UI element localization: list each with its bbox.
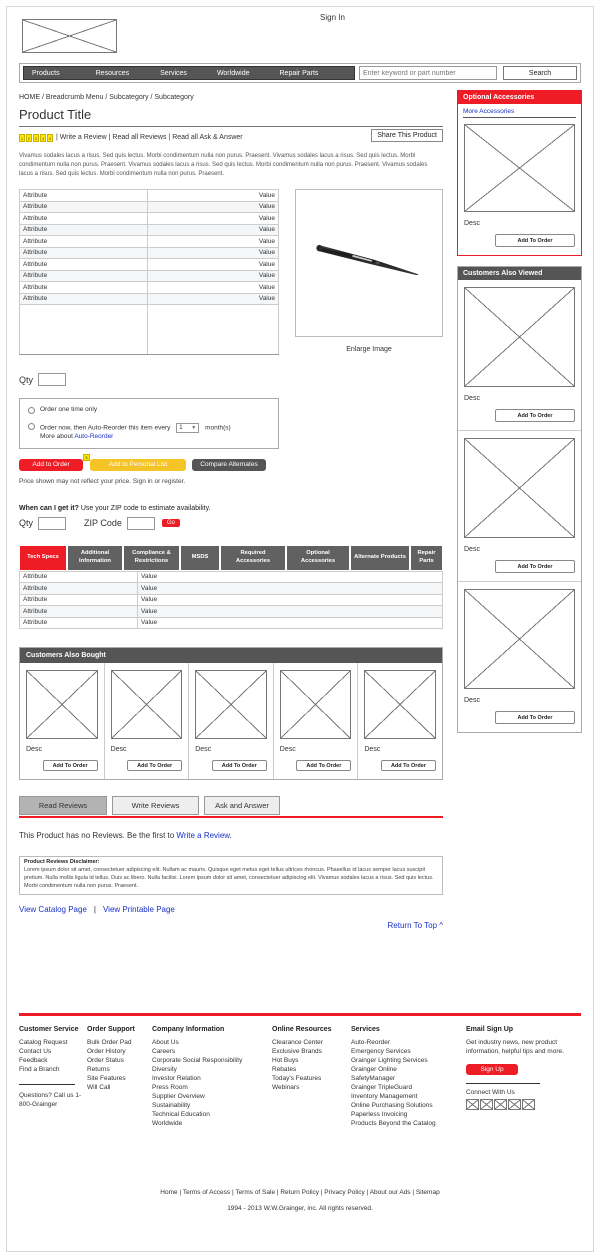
attribute-key: Attribute xyxy=(20,190,148,202)
return-to-top-link[interactable]: Return To Top ^ xyxy=(387,921,443,930)
customers-also-bought-list xyxy=(20,663,442,779)
view-catalog-page-link[interactable]: View Catalog Page xyxy=(19,905,87,914)
footer-link[interactable]: Today's Features xyxy=(272,1075,322,1082)
footer-phone: Questions? Call us 1-800-Grainger xyxy=(19,1092,82,1108)
attribute-value: Value xyxy=(148,201,279,213)
attribute-value: Value xyxy=(148,224,279,236)
tab-write-reviews[interactable]: Write Reviews xyxy=(112,796,199,815)
tab-tech-specs[interactable]: Tech Specs xyxy=(19,545,67,571)
social-icon[interactable] xyxy=(508,1099,521,1110)
star-icon: 4 xyxy=(41,135,45,141)
star-rating[interactable] xyxy=(19,134,53,142)
footer-link[interactable]: Press Room xyxy=(152,1084,188,1091)
sign-in-link[interactable]: Sign In xyxy=(320,13,345,22)
order-one-time-option[interactable] xyxy=(28,406,270,414)
footer-link-list xyxy=(272,1038,351,1092)
star-icon: 2 xyxy=(27,135,31,141)
search-input[interactable] xyxy=(359,66,497,80)
table-row xyxy=(20,190,279,202)
footer-link[interactable]: Grainger Online xyxy=(351,1066,397,1073)
spec-key: Attribute xyxy=(20,583,138,595)
customers-also-bought-title: Customers Also Bought xyxy=(20,648,442,663)
spec-value: Value xyxy=(138,617,443,629)
social-icon[interactable] xyxy=(466,1099,479,1110)
main-menu xyxy=(23,66,355,80)
attribute-value: Value xyxy=(148,282,279,294)
no-reviews-message xyxy=(19,831,443,840)
logo-placeholder[interactable] xyxy=(22,19,117,53)
page-view-links xyxy=(19,905,443,914)
viewed-thumbnail[interactable] xyxy=(464,589,575,689)
spec-key: Attribute xyxy=(20,617,138,629)
product-image-column xyxy=(295,189,443,355)
nav-item-resources[interactable]: Resources xyxy=(95,69,130,77)
table-row xyxy=(20,224,279,236)
viewed-desc: Desc xyxy=(464,395,480,402)
product-thumbnail[interactable] xyxy=(111,670,183,739)
footer-link[interactable]: SafetyManager xyxy=(351,1075,396,1082)
footer-link[interactable]: About Us xyxy=(152,1039,179,1046)
attribute-key: Attribute xyxy=(20,213,148,225)
disclaimer-title: Product Reviews Disclaimer: xyxy=(24,859,100,865)
footer-link[interactable]: Bulk Order Pad xyxy=(87,1039,132,1046)
disclaimer-body: Lorem ipsum dolor sit amet, consectetuer adipiscing elit. Nullam ac mauris. Quisque eget metus eget tellus ultrices rhoncus. Phasellus id lacus semper lacus suscipit pretium. Nulla mollis ligula id tellus. Duis ac libero. Nulla facilisi. Lorem ipsum dolor sit amet, consectetuer adipiscing elit. Vivamus sodales lacus a risus. Sed quis lectus. Morbi condimentum nulla non purus. Praesent. xyxy=(24,867,434,889)
viewed-thumbnail[interactable] xyxy=(464,287,575,387)
footer-heading: Company Information xyxy=(152,1026,225,1033)
footer-link[interactable]: Products Beyond the Catalog xyxy=(351,1120,436,1127)
tab-required-accessories[interactable]: Required Accessories xyxy=(220,545,286,571)
list-item xyxy=(189,663,274,779)
accessory-thumbnail[interactable] xyxy=(464,124,575,212)
footer-bottom-links[interactable]: Home | Terms of Access | Terms of Sale | Return Policy | Privacy Policy | About our Ads | Sitemap xyxy=(160,1189,440,1196)
add-to-order-button[interactable]: Add To Order xyxy=(495,409,575,422)
tab-additional-information[interactable]: Additional Information xyxy=(67,545,123,571)
product-desc: Desc xyxy=(26,746,42,753)
more-accessories-link[interactable]: More Accessories xyxy=(463,108,515,115)
main-content xyxy=(19,94,443,930)
email-signup-text: Get industry news, new product information, helpful tips and more. xyxy=(466,1039,564,1055)
table-row xyxy=(20,247,279,259)
add-to-order-button[interactable]: Add To Order xyxy=(43,760,98,771)
page-title: Product Title xyxy=(19,107,92,122)
footer-link[interactable]: Technical Education xyxy=(152,1111,210,1118)
copyright: 1994 - 2013 W.W.Grainger, inc. All rights reserved. xyxy=(227,1205,373,1212)
nav-item-services[interactable]: Services xyxy=(160,69,187,77)
list-item xyxy=(105,663,190,779)
attribute-value: Value xyxy=(148,259,279,271)
table-row xyxy=(20,583,443,595)
chevron-down-icon: ▼ xyxy=(191,424,197,431)
customers-also-viewed-title: Customers Also Viewed xyxy=(458,267,581,280)
connect-divider xyxy=(466,1083,540,1084)
viewed-thumbnail[interactable] xyxy=(464,438,575,538)
footer-link[interactable]: Catalog Request xyxy=(19,1039,68,1046)
attribute-value: Value xyxy=(148,247,279,259)
filler-cell xyxy=(20,305,148,355)
top-navigation-bar xyxy=(19,63,581,83)
product-description: Vivamus sodales lacus a risus. Sed quis lectus. Morbi condimentum nulla non purus. Praesent. Vivamus sodales lacus a risus. Sed quis lectus. Morbi condimentum nulla non purus. Praesent. Vivamus sodales lacus a risus. Sed quis lectus. Morbi condimentum nulla non purus. Praesent. Vivamus sodales lacus a risus. Sed quis lectus. Morbi condimentum nulla non purus. Praesent. xyxy=(19,153,428,177)
footer-link[interactable]: Corporate Social Responsibility xyxy=(152,1057,243,1064)
tab-msds[interactable]: MSDS xyxy=(180,545,220,571)
customers-also-bought-section xyxy=(19,647,443,780)
table-row xyxy=(20,606,443,618)
nav-item-products[interactable]: Products xyxy=(32,69,60,77)
product-attributes-table xyxy=(19,189,279,355)
footer-link[interactable]: Site Features xyxy=(87,1075,126,1082)
product-desc: Desc xyxy=(195,746,212,753)
write-a-review-link[interactable]: Write a Review xyxy=(176,831,230,840)
spec-value: Value xyxy=(138,571,443,583)
footer-divider xyxy=(19,1013,581,1016)
list-item xyxy=(274,663,359,779)
optional-accessories-panel xyxy=(457,90,582,256)
accessory-card xyxy=(458,124,581,255)
viewed-card xyxy=(458,582,581,732)
nav-item-worldwide[interactable]: Worldwide xyxy=(216,69,250,77)
no-reviews-tail: . xyxy=(229,831,232,840)
order-auto-reorder-option[interactable] xyxy=(28,423,270,440)
attributes-and-image xyxy=(19,189,443,355)
footer-link-list xyxy=(351,1038,466,1128)
add-to-order-button[interactable]: Add To Order xyxy=(495,711,575,724)
auto-reorder-link[interactable]: Auto-Reorder xyxy=(74,432,114,440)
attribute-key: Attribute xyxy=(20,201,148,213)
availability-row xyxy=(19,517,443,530)
radio-auto-reorder[interactable] xyxy=(28,423,35,430)
spec-key: Attribute xyxy=(20,594,138,606)
add-to-order-button[interactable]: Add To Order xyxy=(381,760,436,771)
enlarge-image-link[interactable]: Enlarge Image xyxy=(346,346,392,353)
footer-link[interactable]: Webinars xyxy=(272,1084,300,1091)
footer-link[interactable]: Hot Buys xyxy=(272,1057,299,1064)
tech-specs-table xyxy=(19,571,443,630)
tab-compliance-restrictions[interactable]: Compliance & Restrictions xyxy=(123,545,180,571)
footer-link[interactable]: Auto-Reorder xyxy=(351,1039,391,1046)
more-accessories-divider xyxy=(463,117,576,118)
table-row-filler xyxy=(20,305,279,355)
add-to-order-button[interactable]: Add To Order xyxy=(212,760,267,771)
add-to-order-button[interactable]: Add to Order xyxy=(19,459,83,471)
reviews-tabs xyxy=(19,796,443,815)
footer-link[interactable]: Investor Relation xyxy=(152,1075,201,1082)
action-buttons-row xyxy=(19,454,443,471)
connect-with-us-label: Connect With Us xyxy=(466,1089,515,1096)
footer-link[interactable]: Grainger TripleGuard xyxy=(351,1084,413,1091)
zip-code-label: ZIP Code xyxy=(84,518,122,528)
viewed-card xyxy=(458,431,581,582)
attribute-value: Value xyxy=(148,213,279,225)
product-info-tabs xyxy=(19,545,443,571)
spec-value: Value xyxy=(138,606,443,618)
table-row xyxy=(20,259,279,271)
compare-alternates-button[interactable]: Compare Alternates xyxy=(192,459,266,471)
footer-link[interactable]: Exclusive Brands xyxy=(272,1048,322,1055)
search-button[interactable]: Search xyxy=(503,66,577,80)
product-thumbnail[interactable] xyxy=(195,670,267,739)
add-to-order-button[interactable]: Add To Order xyxy=(495,234,575,247)
review-summary-row xyxy=(19,131,443,144)
radio-one-time[interactable] xyxy=(28,407,35,414)
table-row xyxy=(20,594,443,606)
footer-heading: Order Support xyxy=(87,1026,135,1033)
share-product-button[interactable]: Share This Product xyxy=(371,129,443,142)
tab-alternate-products[interactable]: Alternate Products xyxy=(350,545,410,571)
footer-link[interactable]: Clearance Center xyxy=(272,1039,323,1046)
add-to-order-button[interactable]: Add To Order xyxy=(495,560,575,573)
footer-column-customer-service xyxy=(19,1026,87,1128)
table-row xyxy=(20,270,279,282)
footer-link[interactable]: Grainger Lighting Services xyxy=(351,1057,428,1064)
star-icon: 1 xyxy=(20,135,24,141)
go-button[interactable]: Go xyxy=(162,519,180,527)
footer-heading: Email Sign Up xyxy=(466,1026,514,1033)
attribute-key: Attribute xyxy=(20,247,148,259)
product-desc: Desc xyxy=(110,746,127,753)
footer-link[interactable]: Inventory Management xyxy=(351,1093,418,1100)
months-value: 1 xyxy=(179,424,183,431)
product-image[interactable] xyxy=(295,189,443,337)
product-desc: Desc xyxy=(279,746,296,753)
attribute-key: Attribute xyxy=(20,282,148,294)
footer-column-online-resources xyxy=(272,1026,351,1128)
footer-link[interactable]: Careers xyxy=(152,1048,176,1055)
social-icon[interactable] xyxy=(522,1099,535,1110)
product-thumbnail[interactable] xyxy=(364,670,436,739)
reviews-divider xyxy=(19,816,443,818)
product-thumbnail[interactable] xyxy=(26,670,98,739)
footer-column-email-signup xyxy=(466,1026,574,1128)
tab-read-reviews[interactable]: Read Reviews xyxy=(19,796,107,815)
footer-link[interactable]: Sustainability xyxy=(152,1102,191,1109)
footer-link-list xyxy=(152,1038,272,1128)
attribute-value: Value xyxy=(148,293,279,305)
attribute-key: Attribute xyxy=(20,224,148,236)
order-one-time-label: Order one time only xyxy=(40,406,98,413)
availability-question-rest: Use your ZIP code to estimate availability. xyxy=(78,504,211,512)
tab-ask-and-answer[interactable]: Ask and Answer xyxy=(204,796,280,815)
link-separator: | xyxy=(93,905,96,914)
social-icons xyxy=(466,1099,574,1110)
pen-image xyxy=(314,241,427,278)
footer-column-order-support xyxy=(87,1026,152,1128)
attribute-value: Value xyxy=(148,236,279,248)
footer-link[interactable]: Diversity xyxy=(152,1066,177,1073)
attribute-key: Attribute xyxy=(20,270,148,282)
more-about-prefix: More about xyxy=(40,432,75,440)
table-row xyxy=(20,282,279,294)
table-row xyxy=(20,571,443,583)
footer-heading: Services xyxy=(351,1026,380,1033)
footer-heading: Online Resources xyxy=(272,1026,332,1033)
reviews-disclaimer xyxy=(19,856,443,895)
qty-input[interactable] xyxy=(38,373,66,386)
auto-reorder-text xyxy=(40,423,231,440)
footer-column-divider xyxy=(19,1084,75,1085)
social-icon[interactable] xyxy=(480,1099,493,1110)
spec-value: Value xyxy=(138,594,443,606)
site-footer xyxy=(19,1026,581,1128)
tab-optional-accessories[interactable]: Optional Accessories xyxy=(286,545,350,571)
availability-question xyxy=(19,505,443,512)
table-row xyxy=(20,236,279,248)
accessory-desc: Desc xyxy=(464,220,480,227)
no-reviews-text: This Product has no Reviews. Be the first to xyxy=(19,831,177,840)
table-row xyxy=(20,617,443,629)
spec-value: Value xyxy=(138,583,443,595)
star-icon: 3 xyxy=(34,135,38,141)
table-row xyxy=(20,213,279,225)
footer-link[interactable]: Order History xyxy=(87,1048,126,1055)
quantity-row xyxy=(19,373,443,386)
tab-repair-parts[interactable]: Repair Parts xyxy=(410,545,443,571)
social-icon[interactable] xyxy=(494,1099,507,1110)
table-row xyxy=(20,293,279,305)
footer-link[interactable]: Order Status xyxy=(87,1057,124,1064)
auto-reorder-suffix: month(s) xyxy=(205,424,231,432)
availability-qty-label: Qty xyxy=(19,518,34,528)
availability-question-bold: When can I get it? xyxy=(19,504,79,512)
footer-link[interactable]: Rebates xyxy=(272,1066,297,1073)
viewed-desc: Desc xyxy=(464,546,480,553)
list-item xyxy=(20,663,105,779)
footer-link-list xyxy=(87,1038,152,1092)
price-badge: $ xyxy=(83,454,90,461)
filler-cell xyxy=(148,305,279,355)
attribute-key: Attribute xyxy=(20,236,148,248)
footer-link[interactable]: Worldwide xyxy=(152,1120,183,1127)
footer-column-services xyxy=(351,1026,466,1128)
qty-label: Qty xyxy=(19,374,34,385)
spec-key: Attribute xyxy=(20,606,138,618)
availability-qty-input[interactable] xyxy=(38,517,66,530)
viewed-card xyxy=(458,280,581,431)
footer-link-list xyxy=(19,1038,87,1074)
attribute-key: Attribute xyxy=(20,293,148,305)
add-to-order-button[interactable]: Add To Order xyxy=(127,760,182,771)
add-to-personal-list-button[interactable]: Add to Personal List xyxy=(90,459,186,471)
footer-link[interactable]: Feedback xyxy=(19,1057,48,1064)
footer-link[interactable]: Online Purchasing Solutions xyxy=(351,1102,433,1109)
title-divider xyxy=(19,126,443,127)
breadcrumb[interactable]: HOME / Breadcrumb Menu / Subcategory / Subcategory xyxy=(19,94,194,101)
price-note: Price shown may not reflect your price. Sign in or register. xyxy=(19,477,186,485)
product-desc: Desc xyxy=(364,746,381,753)
attribute-value: Value xyxy=(148,270,279,282)
sidebar xyxy=(457,90,582,733)
review-links[interactable]: | Write a Review | Read all Reviews | Read all Ask & Answer xyxy=(56,134,243,141)
table-row xyxy=(20,201,279,213)
view-printable-page-link[interactable]: View Printable Page xyxy=(102,905,175,914)
footer-link[interactable]: Contact Us xyxy=(19,1048,52,1055)
site-header xyxy=(0,0,600,60)
nav-item-repair-parts[interactable]: Repair Parts xyxy=(279,69,319,77)
footer-link[interactable]: Paperless Invoicing xyxy=(351,1111,408,1118)
sign-up-button[interactable]: Sign Up xyxy=(466,1064,518,1075)
optional-accessories-title: Optional Accessories xyxy=(458,91,581,104)
attribute-value: Value xyxy=(148,190,279,202)
footer-heading: Customer Service xyxy=(19,1026,79,1033)
customers-also-viewed-panel xyxy=(457,266,582,733)
months-select[interactable] xyxy=(176,423,199,433)
viewed-desc: Desc xyxy=(464,697,480,704)
footer-link[interactable]: Supplier Overview xyxy=(152,1093,205,1100)
footer-link[interactable]: Find a Branch xyxy=(19,1066,60,1073)
add-to-order-button[interactable]: Add To Order xyxy=(296,760,351,771)
product-thumbnail[interactable] xyxy=(280,670,352,739)
footer-column-company-information xyxy=(152,1026,272,1128)
order-options-box xyxy=(19,398,279,449)
footer-link[interactable]: Emergency Services xyxy=(351,1048,411,1055)
spec-key: Attribute xyxy=(20,571,138,583)
attribute-key: Attribute xyxy=(20,259,148,271)
list-item xyxy=(358,663,442,779)
auto-reorder-prefix: Order now, then Auto-Reorder this item every xyxy=(40,424,171,432)
star-icon: 5 xyxy=(48,135,52,141)
zip-code-input[interactable] xyxy=(127,517,155,530)
footer-link[interactable]: Will Call xyxy=(87,1084,111,1091)
footer-link[interactable]: Returns xyxy=(87,1066,110,1073)
